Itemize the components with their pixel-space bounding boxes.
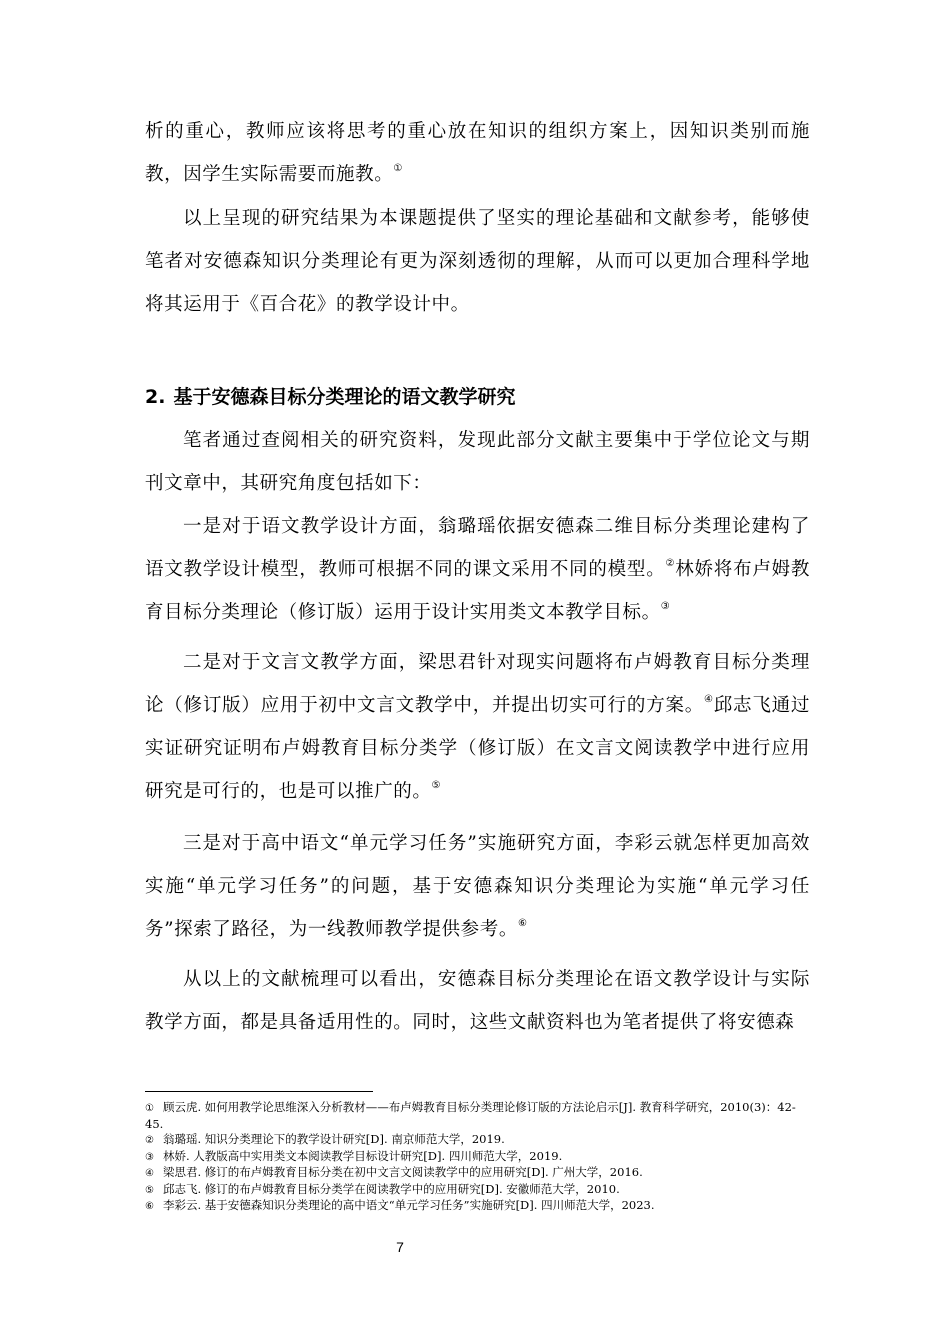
footnote-mark: ⑤	[145, 1184, 154, 1196]
footnote-ref[interactable]: ⑥	[517, 918, 528, 929]
paragraph-intro	[145, 419, 810, 505]
paragraph-text: 一是对于语文教学设计方面，翁璐瑶依据安德森二维目标分类理论建构了语文教学设计模型，教师可根据不同的课文采用不同的模型。	[145, 516, 810, 580]
paragraph-classical-chinese	[145, 641, 810, 813]
footnote-text: 林娇. 人教版高中实用类文本阅读教学目标设计研究[D]. 四川师范大学，2019.	[163, 1148, 563, 1163]
paragraph-text: 林娇将布卢姆教育目标分类理论（修订版）运用于设计实用类文本教学目标。	[145, 559, 810, 623]
footnote-item	[145, 1149, 810, 1166]
footnote-mark: ②	[145, 1135, 154, 1146]
footnote-item	[145, 1100, 810, 1132]
section-title: 基于安德森目标分类理论的语文教学研究	[173, 386, 516, 408]
footnote-text: 梁思君. 修订的布卢姆教育目标分类在初中文言文阅读教学中的应用研究[D]. 广州大学，2016.	[163, 1165, 643, 1179]
page-number: 7	[396, 1239, 404, 1255]
paragraph-teaching-design	[145, 505, 810, 634]
paragraph-text: 析的重心，教师应该将思考的重心放在知识的组织方案上，因知识类别而施教，因学生实际需要而施教。	[145, 121, 810, 185]
paragraph-text: 笔者通过查阅相关的研究资料，发现此部分文献主要集中于学位论文与期刊文章中，其研究角度包括如下：	[145, 430, 810, 494]
paragraph-text: 二是对于文言文教学方面，梁思君针对现实问题将布卢姆教育目标分类理论（修订版）应用于初中文言文教学中，并提出切实可行的方案。	[145, 652, 810, 716]
paragraph-text: 三是对于高中语文“单元学习任务”实施研究方面，李彩云就怎样更加高效实施“单元学习任务”的问题，基于安德森知识分类理论为实施“单元学习任务”探索了路径，为一线教师教学提供参考。	[145, 833, 810, 940]
footnote-ref[interactable]: ⑤	[431, 780, 442, 791]
footnote-separator	[145, 1091, 373, 1092]
section-number: 2.	[145, 386, 166, 408]
paragraph-text: 从以上的文献梳理可以看出，安德森目标分类理论在语文教学设计与实际教学方面，都是具备适用性的。同时，这些文献资料也为笔者提供了将安德森	[145, 969, 810, 1033]
paragraph-text: 以上呈现的研究结果为本课题提供了坚实的理论基础和文献参考，能够使笔者对安德森知识分类理论有更为深刻透彻的理解，从而可以更加合理科学地将其运用于《百合花》的教学设计中。	[145, 208, 810, 315]
footnote-ref[interactable]: ④	[704, 694, 714, 705]
footnote-ref[interactable]: ①	[393, 163, 403, 174]
footnote-text: 顾云虎. 如何用教学论思维深入分析教材——布卢姆教育目标分类理论修订版的方法论启示[J]. 教育科学研究，2010(3)：42-45.	[145, 1100, 796, 1131]
footnote-ref[interactable]: ③	[660, 601, 671, 612]
section-heading	[145, 382, 515, 412]
footnote-item	[145, 1198, 810, 1215]
paragraph-continued	[145, 110, 810, 196]
footnote-text: 翁璐瑶. 知识分类理论下的教学设计研究[D]. 南京师范大学，2019.	[163, 1132, 505, 1146]
footnote-item	[145, 1165, 810, 1182]
paragraph-summary	[145, 197, 810, 326]
footnote-mark: ④	[145, 1168, 154, 1179]
footnote-ref[interactable]: ②	[665, 558, 676, 569]
paragraph-conclusion	[145, 958, 810, 1044]
paragraph-text: 邱志飞通过实证研究证明布卢姆教育目标分类学（修订版）在文言文阅读教学中进行应用研究是可行的，也是可以推广的。	[145, 695, 810, 802]
paragraph-unit-tasks	[145, 822, 810, 951]
footnote-mark: ①	[145, 1103, 154, 1114]
footnote-text: 邱志飞. 修订的布卢姆教育目标分类学在阅读教学中的应用研究[D]. 安徽师范大学，2010.	[163, 1181, 620, 1196]
footnote-item	[145, 1182, 810, 1199]
footnote-mark: ③	[145, 1151, 154, 1163]
footnote-mark: ⑥	[145, 1201, 154, 1212]
footnote-list	[145, 1100, 810, 1215]
footnote-item	[145, 1132, 810, 1149]
footnote-text: 李彩云. 基于安德森知识分类理论的高中语文“单元学习任务”实施研究[D]. 四川师范大学，2023.	[163, 1198, 655, 1212]
